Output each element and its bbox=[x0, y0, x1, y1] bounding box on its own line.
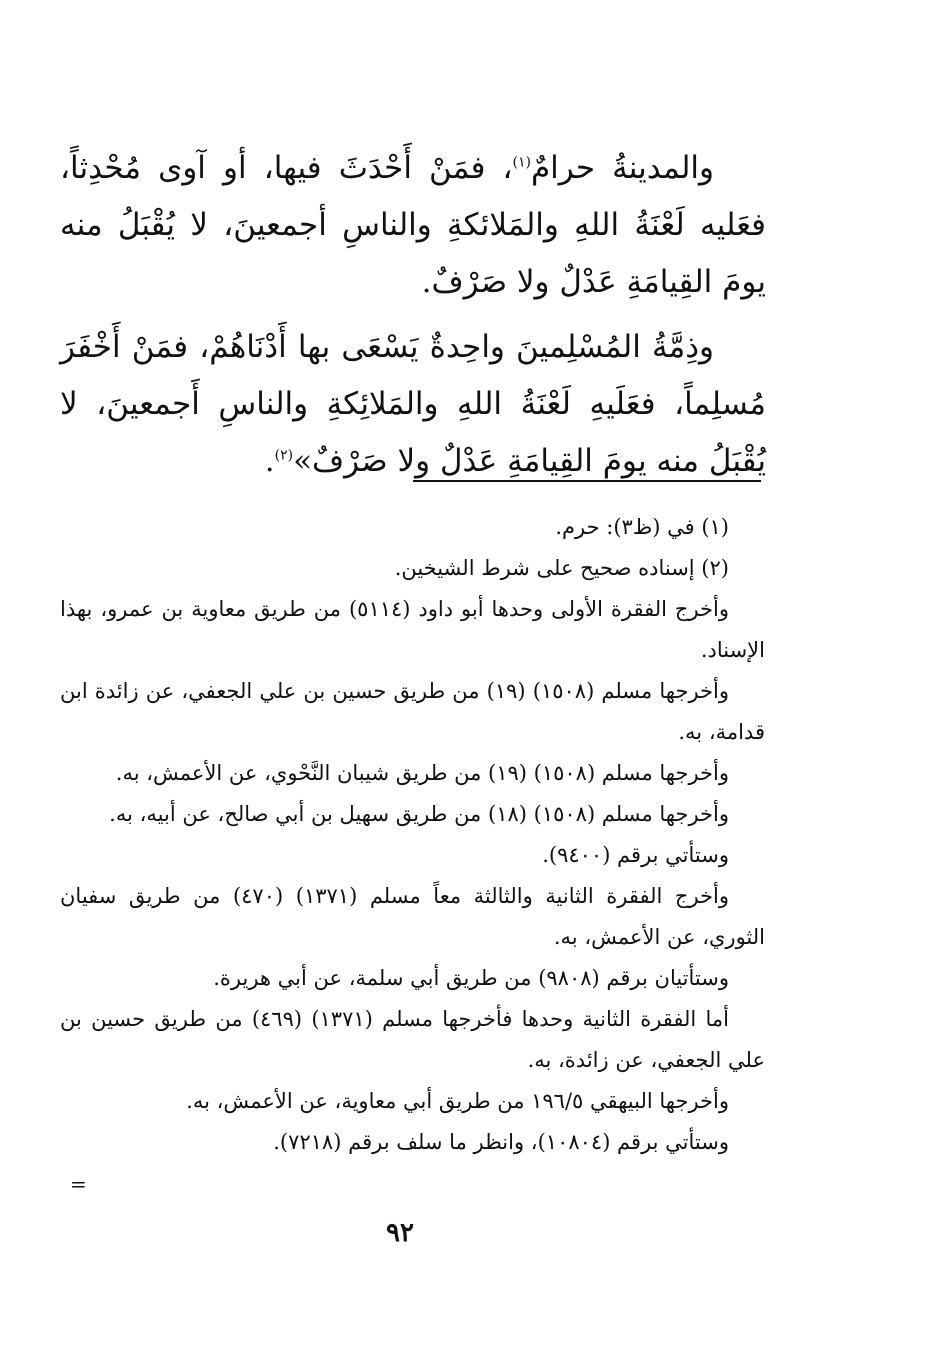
footnote-separator-line bbox=[413, 480, 761, 482]
footnotes-section bbox=[60, 507, 765, 1163]
footnote-ref-2: (٢) bbox=[274, 447, 294, 464]
paragraph-text-after-ref: ، فمَنْ أَحْدَثَ فيها، أو آوى مُحْدِثاً، فعَليه لَعْنَةُ اللهِ والمَلائكةِ والناسِ أجمعينَ، لا يُقْبَلُ منه يومَ القِيامَةِ عَدْلٌ ولا صَرْفٌ. bbox=[60, 150, 766, 300]
page-number: ٩٢ bbox=[386, 1218, 414, 1248]
paragraph-text-before-ref: والمدينةُ حرامٌ bbox=[530, 150, 714, 186]
footnote-ref-1: (١) bbox=[512, 154, 531, 171]
footnote-line: وستأتيان برقم (٩٨٠٨) من طريق أبي سلمة، عن أبي هريرة. bbox=[213, 966, 729, 990]
footnote-line: وأخرج الفقرة الثانية والثالثة معاً مسلم (١٣٧١) (٤٧٠) من طريق سفيان الثوري، عن الأعمش، به. bbox=[60, 884, 765, 949]
paragraph-text-after-ref: . bbox=[264, 443, 275, 479]
hadith-main-text bbox=[60, 140, 766, 490]
footnote-line: وأخرجها مسلم (١٥٠٨) (١٨) من طريق سهيل بن أبي صالح، عن أبيه، به. bbox=[109, 802, 729, 826]
footnote-line: وأخرجها مسلم (١٥٠٨) (١٩) من طريق حسين بن علي الجعفي، عن زائدة ابن قدامة، به. bbox=[60, 679, 765, 744]
footnote-line: وستأتي برقم (٩٤٠٠). bbox=[542, 843, 729, 867]
footnote-line: وأخرجها البيهقي ١٩٦/٥ من طريق أبي معاوية، عن الأعمش، به. bbox=[186, 1089, 729, 1113]
footnote-line: أما الفقرة الثانية وحدها فأخرجها مسلم (١٣٧١) (٤٦٩) من طريق حسين بن علي الجعفي، عن زائدة، به. bbox=[60, 1007, 765, 1072]
paragraph-text-before-ref: وذِمَّةُ المُسْلِمينَ واحِدةٌ يَسْعَى بها أَدْنَاهُمْ، فمَنْ أَخْفَرَ مُسلِماً، فعَلَيهِ لَعْنَةُ اللهِ والمَلائِكةِ والناسِ أَجمعينَ، لا يُقْبَلُ منه يومَ القِيامَةِ عَدْلٌ ولا صَرْفٌ» bbox=[60, 329, 766, 479]
continuation-mark: = bbox=[70, 1172, 87, 1196]
footnote-line: وأخرج الفقرة الأولى وحدها أبو داود (٥١١٤) من طريق معاوية بن عمرو، بهذا الإسناد. bbox=[60, 597, 765, 662]
footnote-line: (٢) إسناده صحيح على شرط الشيخين. bbox=[394, 556, 729, 580]
footnote-line: وأخرجها مسلم (١٥٠٨) (١٩) من طريق شيبان النَّحْوي، عن الأعمش، به. bbox=[115, 761, 729, 785]
hadith-paragraph-1 bbox=[60, 140, 766, 311]
footnote-line: (١) في (ظ٣): حرم. bbox=[555, 515, 729, 539]
hadith-paragraph-2 bbox=[60, 319, 766, 490]
footnote-line: وستأتي برقم (١٠٨٠٤)، وانظر ما سلف برقم (٧٢١٨). bbox=[273, 1130, 729, 1154]
